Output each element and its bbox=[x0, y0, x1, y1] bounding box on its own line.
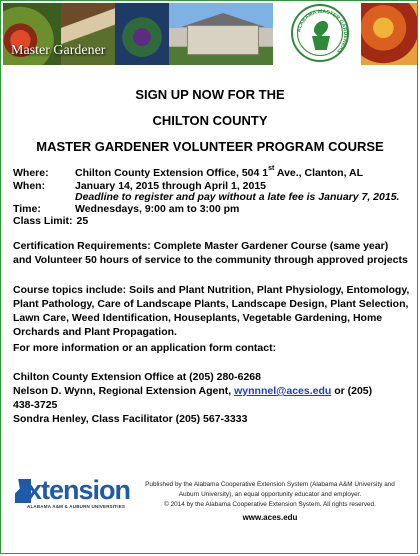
agent-phone-continued: 438-3725 bbox=[13, 399, 58, 411]
contact-details bbox=[13, 370, 409, 426]
time-label: Time: bbox=[13, 203, 41, 215]
agent-contact bbox=[13, 384, 409, 398]
banner-title: Master Gardener bbox=[11, 43, 106, 58]
extension-tagline: ALABAMA A&M & AUBURN UNIVERSITIES bbox=[27, 504, 126, 509]
time-value: Wednesdays, 9:00 am to 3:00 pm bbox=[75, 203, 240, 215]
when-label: When: bbox=[13, 180, 46, 192]
where-value-a: Chilton County Extension Office, 504 1 bbox=[75, 167, 269, 179]
seal-text-ring bbox=[293, 6, 351, 64]
contact-intro: For more information or an application form contact: bbox=[13, 342, 277, 354]
svg-text:ALABAMA MASTER GARDENERS: ALABAMA MASTER GARDENERS bbox=[296, 8, 349, 55]
facilitator-contact: Sondra Henley, Class Facilitator (205) 567-3333 bbox=[13, 413, 248, 425]
where-label: Where: bbox=[13, 167, 49, 179]
where-row bbox=[13, 167, 363, 179]
agent-phone: or (205) bbox=[331, 385, 373, 397]
agent-email-link[interactable]: wynnnel@aces.edu bbox=[234, 385, 332, 397]
class-limit-label: Class Limit: bbox=[13, 215, 73, 227]
deadline-note: Deadline to register and pay without a late fee is January 7, 2015. bbox=[75, 191, 400, 203]
extension-wordmark: xtension bbox=[27, 475, 131, 505]
certification-line: Certification Requirements: Complete Master Gardener Course (same year) bbox=[13, 240, 389, 252]
certification-requirements bbox=[13, 239, 409, 267]
agent-name: Nelson D. Wynn, Regional Extension Agent, bbox=[13, 385, 235, 397]
topics-line: Course topics include: Soils and Plant Nutrition, Plant Physiology, Entomology, bbox=[13, 284, 410, 296]
extension-logo bbox=[13, 473, 131, 513]
certification-line: and Volunteer 50 hours of service to the community through approved projects bbox=[13, 254, 408, 266]
website-url[interactable]: www.aces.edu bbox=[242, 513, 298, 522]
house-garden-photo bbox=[169, 3, 273, 65]
publisher-line: Published by the Alabama Cooperative Extension System (Alabama A&M University and bbox=[145, 481, 395, 488]
office-contact: Chilton County Extension Office at (205) 280-6268 bbox=[13, 371, 261, 383]
time-row bbox=[13, 203, 239, 215]
topics-line: Lawn Care, Weed Identification, Houseplants, Vegetable Gardening, Home bbox=[13, 312, 383, 324]
heading-county: CHILTON COUNTY bbox=[152, 113, 268, 128]
when-value: January 14, 2015 through April 1, 2015 bbox=[75, 180, 267, 192]
topics-line: Orchards and Plant Propagation. bbox=[13, 326, 177, 338]
autumn-leaves-photo bbox=[361, 3, 417, 65]
publisher-line: Auburn University), an equal opportunity educator and employer. bbox=[178, 491, 362, 498]
copyright-line: © 2014 by the Alabama Cooperative Extension System. All rights reserved. bbox=[164, 501, 376, 508]
class-limit-row bbox=[13, 215, 88, 227]
publisher-notice bbox=[129, 480, 411, 510]
where-value-sup: st bbox=[268, 165, 275, 172]
topics-line: Plant Pathology, Care of Landscape Plants, Landscape Design, Plant Selection, bbox=[13, 298, 409, 310]
heading-signup: SIGN UP NOW FOR THE bbox=[135, 87, 285, 102]
course-topics bbox=[13, 283, 409, 339]
heading-course: MASTER GARDENER VOLUNTEER PROGRAM COURSE bbox=[36, 139, 384, 154]
class-limit-value: 25 bbox=[76, 215, 89, 227]
where-value-b: Ave., Clanton, AL bbox=[274, 167, 364, 179]
header-banner bbox=[3, 3, 417, 65]
master-gardeners-seal bbox=[291, 4, 349, 62]
flower-photo bbox=[115, 3, 169, 65]
